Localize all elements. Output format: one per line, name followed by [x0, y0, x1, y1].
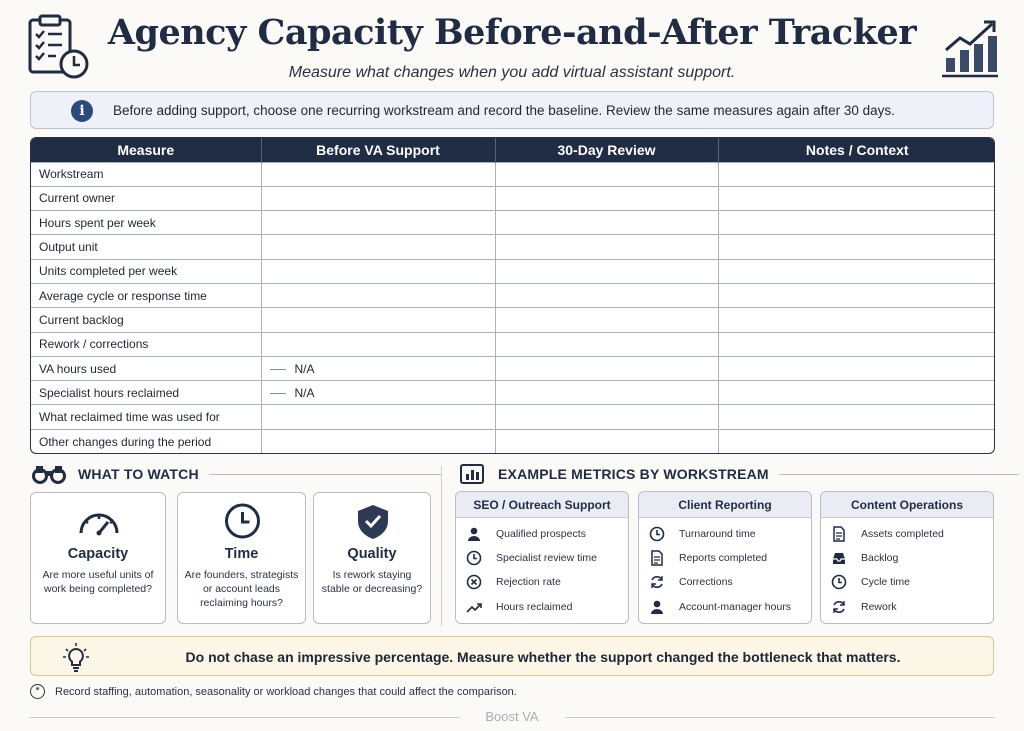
cell-before[interactable] [261, 405, 495, 429]
cell-measure: Output unit [31, 235, 261, 259]
footnote-text: Record staffing, automation, seasonality or workload changes that could affect the comparison. [55, 685, 517, 698]
example-metrics-heading [460, 464, 1019, 484]
metric-item [649, 573, 733, 591]
cell-review[interactable] [495, 283, 718, 307]
table-row [31, 356, 995, 380]
metric-item [831, 598, 897, 616]
metric-item [466, 573, 561, 591]
cell-before[interactable] [261, 235, 495, 259]
metric-item-label: Turnaround time [679, 528, 756, 540]
cell-notes[interactable] [718, 259, 995, 283]
cell-before[interactable] [261, 162, 495, 186]
page-subtitle: Measure what changes when you add virtual assistant support. [288, 64, 736, 81]
not-applicable-label: N/A [294, 385, 315, 400]
cell-measure: Specialist hours reclaimed [31, 381, 261, 405]
column-header-notes: Notes / Context [718, 138, 995, 162]
cell-review[interactable] [495, 356, 718, 380]
metric-item-label: Cycle time [861, 576, 911, 588]
cell-measure: Current owner [31, 186, 261, 210]
metric-item-label: Assets completed [861, 528, 944, 540]
cell-review[interactable] [495, 332, 718, 356]
watch-title-quality: Quality [347, 546, 397, 562]
shield-check-icon [314, 503, 432, 539]
metric-card-title: Content Operations [821, 492, 993, 518]
table-row [31, 332, 995, 356]
metric-item [831, 525, 944, 543]
cell-before[interactable] [261, 356, 495, 380]
cell-before[interactable] [261, 308, 495, 332]
tip-banner [30, 636, 994, 676]
table-header-row [31, 138, 995, 162]
table-row [31, 429, 995, 453]
metric-item [649, 525, 756, 543]
header [0, 0, 1024, 88]
refresh-icon [649, 574, 665, 590]
metric-card-title: SEO / Outreach Support [456, 492, 628, 518]
table-row [31, 235, 995, 259]
table-row [31, 162, 995, 186]
cell-measure: Current backlog [31, 308, 261, 332]
metric-item [466, 549, 597, 567]
cell-before[interactable] [261, 186, 495, 210]
trend-up-icon [466, 599, 482, 615]
inbox-icon [831, 550, 847, 566]
cell-measure: Other changes during the period [31, 429, 261, 453]
cell-notes[interactable] [718, 429, 995, 453]
metric-item-label: Corrections [679, 576, 733, 588]
dash-mark [270, 369, 286, 371]
table-row [31, 283, 995, 307]
metric-item-label: Backlog [861, 552, 899, 564]
cell-notes[interactable] [718, 356, 995, 380]
metric-card [638, 491, 812, 624]
metric-card [455, 491, 629, 624]
metric-item-label: Specialist review time [496, 552, 597, 564]
cell-review[interactable] [495, 186, 718, 210]
metric-item [831, 549, 898, 567]
growth-chart-icon [938, 18, 1000, 78]
metric-item [831, 573, 910, 591]
cell-notes[interactable] [718, 405, 995, 429]
tracker-table [30, 137, 995, 454]
cell-notes[interactable] [718, 332, 995, 356]
example-metrics-title: EXAMPLE METRICS BY WORKSTREAM [498, 466, 769, 482]
cell-review[interactable] [495, 235, 718, 259]
metric-item-label: Account-manager hours [679, 601, 792, 613]
what-to-watch-heading [32, 464, 441, 484]
column-header-measure: Measure [31, 138, 261, 162]
cell-measure: Hours spent per week [31, 211, 261, 235]
bar-chart-icon [460, 464, 484, 484]
info-icon: i [71, 100, 93, 122]
watch-title-time: Time [224, 546, 259, 562]
document-icon [649, 550, 665, 566]
dash-mark [270, 393, 286, 395]
watch-card-capacity [30, 492, 166, 624]
metric-item-label: Hours reclaimed [496, 601, 573, 613]
metric-item [466, 598, 572, 616]
cell-before[interactable] [261, 259, 495, 283]
cell-before[interactable] [261, 332, 495, 356]
metric-card-title: Client Reporting [639, 492, 811, 518]
cell-measure: VA hours used [31, 356, 261, 380]
tip-text: Do not chase an impressive percentage. Measure whether the support changed the bottleneck that matters. [185, 649, 901, 665]
clock-icon [466, 550, 482, 566]
instruction-banner [30, 91, 994, 129]
watch-card-quality [313, 492, 431, 624]
cell-review[interactable] [495, 429, 718, 453]
cell-measure: Units completed per week [31, 259, 261, 283]
section-rule [209, 474, 441, 475]
watch-title-capacity: Capacity [67, 546, 129, 562]
table-row [31, 259, 995, 283]
watch-desc-capacity: Are more useful units of work being completed? [42, 569, 154, 595]
table-row [31, 405, 995, 429]
table-row [31, 381, 995, 405]
clock-icon [178, 503, 307, 539]
column-header-review: 30-Day Review [495, 138, 718, 162]
footnote [30, 684, 517, 699]
cell-measure: Rework / corrections [31, 332, 261, 356]
cell-notes[interactable] [718, 308, 995, 332]
cell-review[interactable] [495, 381, 718, 405]
asterisk-icon: * [30, 684, 45, 699]
table-row [31, 186, 995, 210]
cell-before[interactable] [261, 429, 495, 453]
table-row [31, 308, 995, 332]
metric-item-label: Reports completed [679, 552, 768, 564]
refresh-icon [831, 599, 847, 615]
cell-notes[interactable] [718, 211, 995, 235]
watch-card-time [177, 492, 306, 624]
cell-review[interactable] [495, 308, 718, 332]
cell-review[interactable] [495, 162, 718, 186]
cell-measure: Average cycle or response time [31, 283, 261, 307]
cell-before[interactable] [261, 211, 495, 235]
document-icon [831, 526, 847, 542]
cell-notes[interactable] [718, 235, 995, 259]
metric-item [649, 549, 767, 567]
cell-measure: Workstream [31, 162, 261, 186]
cell-notes[interactable] [718, 186, 995, 210]
column-header-before: Before VA Support [261, 138, 495, 162]
cell-review[interactable] [495, 211, 718, 235]
page-title: Agency Capacity Before-and-After Tracker [107, 12, 917, 53]
gauge-icon [31, 503, 167, 539]
metric-item-label: Qualified prospects [496, 528, 586, 540]
section-rule [779, 474, 1019, 475]
clock-icon [649, 526, 665, 542]
person-icon [649, 599, 665, 615]
person-icon [466, 526, 482, 542]
cell-notes[interactable] [718, 381, 995, 405]
instruction-text: Before adding support, choose one recurring workstream and record the baseline. Review the same measures again after 30 days. [113, 103, 895, 118]
section-divider [441, 466, 442, 626]
what-to-watch-title: WHAT TO WATCH [78, 466, 199, 482]
clock-icon [831, 574, 847, 590]
not-applicable-label: N/A [294, 361, 315, 376]
metric-item-label: Rejection rate [496, 576, 561, 588]
metric-item [466, 525, 586, 543]
watch-desc-time: Are founders, strategists or account leads reclaiming hours? [184, 569, 299, 609]
metric-item [649, 598, 791, 616]
x-circle-icon [466, 574, 482, 590]
cell-review[interactable] [495, 405, 718, 429]
cell-notes[interactable] [718, 283, 995, 307]
cell-before[interactable] [261, 381, 495, 405]
brand-name: Boost VA [485, 709, 539, 724]
metric-item-label: Rework [861, 601, 897, 613]
metric-card [820, 491, 994, 624]
cell-before[interactable] [261, 283, 495, 307]
cell-notes[interactable] [718, 162, 995, 186]
watch-desc-quality: Is rework staying stable or decreasing? [321, 569, 423, 595]
cell-measure: What reclaimed time was used for [31, 405, 261, 429]
table-row [31, 211, 995, 235]
cell-review[interactable] [495, 259, 718, 283]
binoculars-icon [32, 464, 66, 484]
